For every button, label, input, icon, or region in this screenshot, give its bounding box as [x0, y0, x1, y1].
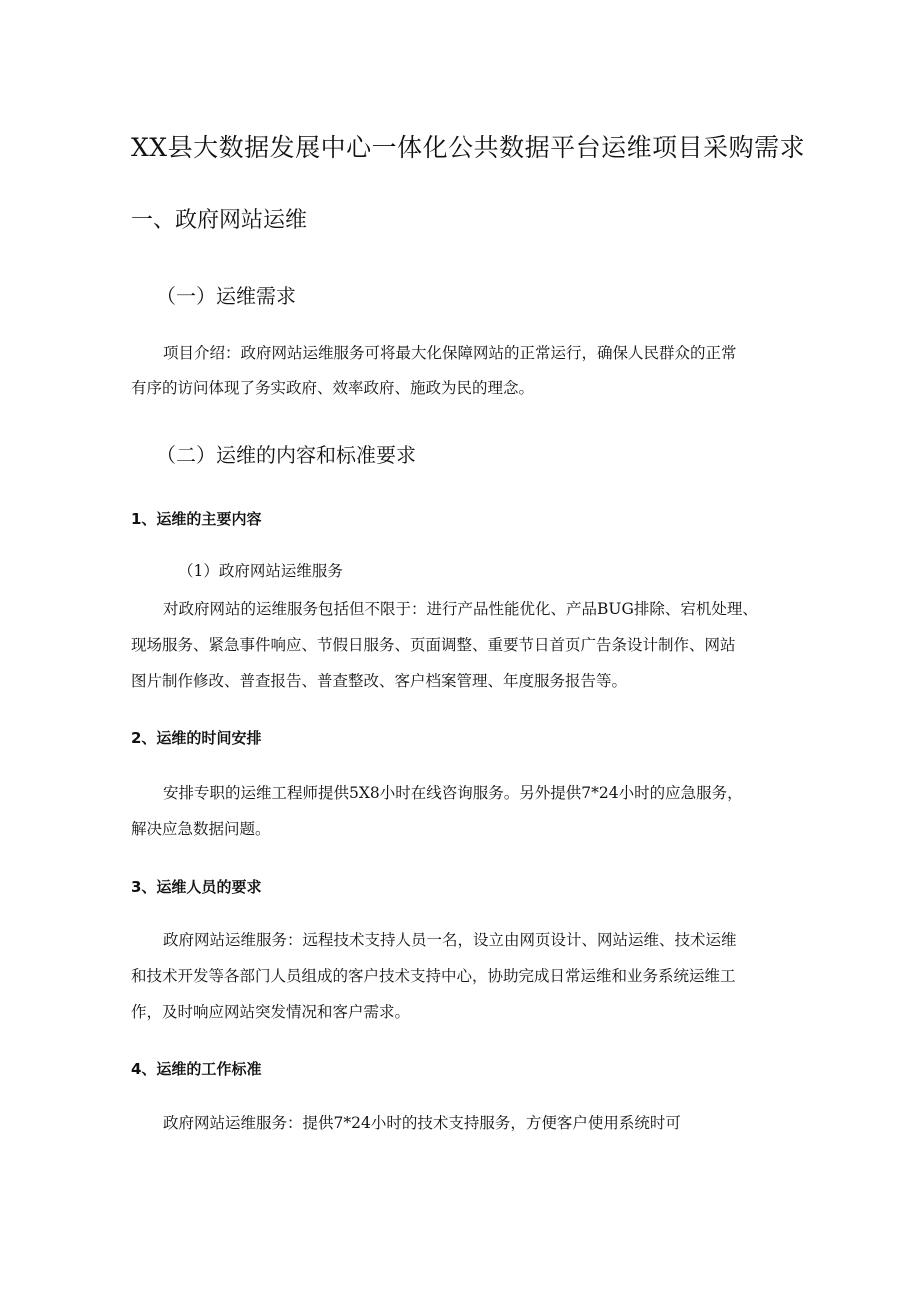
paragraph-line: 和技术开发等各部门人员组成的客户技术支持中心，协助完成日常运维和业务系统运维工 — [131, 967, 736, 985]
subsection-heading-requirements: （一）运维需求 — [156, 284, 296, 308]
paragraph-line: 现场服务、紧急事件响应、节假日服务、页面调整、重要节日首页广告条设计制作、网站 — [131, 636, 736, 654]
paragraph-line: 政府网站运维服务：远程技术支持人员一名，设立由网页设计、网站运维、技术运维 — [163, 931, 737, 949]
paragraph-line: 政府网站运维服务：提供7*24小时的技术支持服务，方便客户使用系统时可 — [163, 1114, 681, 1132]
subsection-heading-content-standards: （二）运维的内容和标准要求 — [156, 443, 416, 467]
paragraph-line: 有序的访问体现了务实政府、效率政府、施政为民的理念。 — [131, 379, 535, 397]
paragraph-line: 解决应急数据问题。 — [131, 820, 271, 838]
item-subheading: （1）政府网站运维服务 — [178, 562, 343, 580]
item-heading-staff-requirements: 3、运维人员的要求 — [131, 878, 262, 896]
item-heading-work-standards: 4、运维的工作标准 — [131, 1060, 262, 1078]
paragraph-line: 图片制作修改、普查报告、普查整改、客户档案管理、年度服务报告等。 — [131, 672, 628, 690]
item-heading-schedule: 2、运维的时间安排 — [131, 729, 262, 747]
document-title: XX县大数据发展中心一体化公共数据平台运维项目采购需求 — [131, 133, 806, 162]
item-heading-main-content: 1、运维的主要内容 — [131, 510, 262, 528]
paragraph-line: 安排专职的运维工程师提供5X8小时在线咨询服务。另外提供7*24小时的应急服务， — [163, 784, 743, 802]
paragraph-line: 对政府网站的运维服务包括但不限于：进行产品性能优化、产品BUG排除、宕机处理、 — [163, 600, 758, 618]
paragraph-line: 作，及时响应网站突发情况和客户需求。 — [131, 1003, 411, 1021]
section-heading-1: 一、政府网站运维 — [131, 208, 308, 233]
paragraph-line: 项目介绍：政府网站运维服务可将最大化保障网站的正常运行，确保人民群众的正常 — [163, 344, 737, 362]
